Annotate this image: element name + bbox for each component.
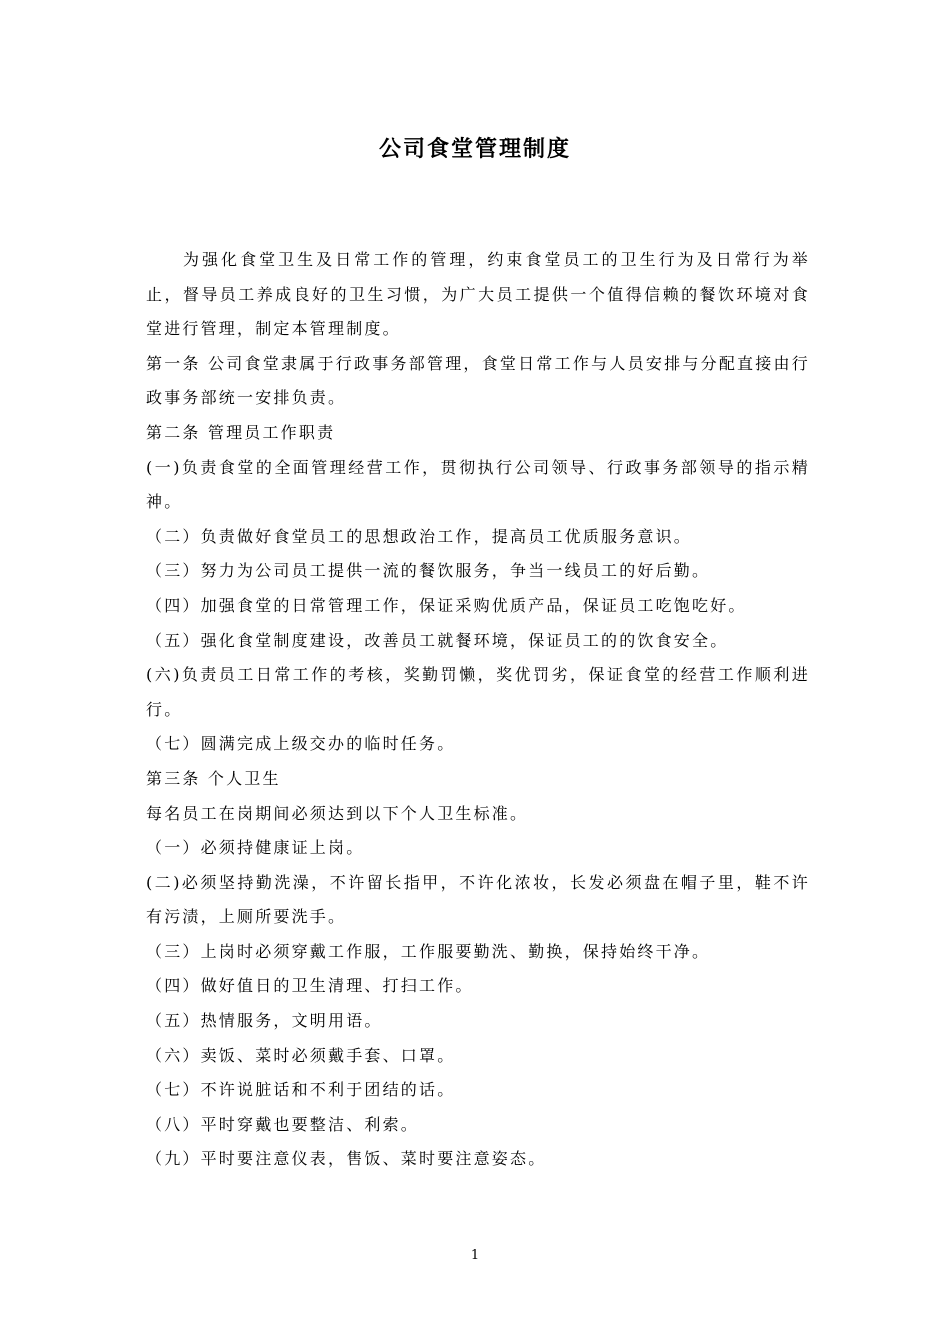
article-2-item-6: (六)负责员工日常工作的考核，奖勤罚懒，奖优罚劣，保证食堂的经营工作顺利进行。 [146, 665, 810, 719]
article-3-item-3: （三）上岗时必须穿戴工作服，工作服要勤洗、勤换，保持始终干净。 [146, 941, 711, 961]
article-3-item-1: （一）必须持健康证上岗。 [146, 838, 365, 858]
article-2-heading: 第二条 管理员工作职责 [146, 422, 336, 442]
article-3-intro: 每名员工在岗期间必须达到以下个人卫生标准。 [146, 803, 529, 823]
article-2-item-7: （七）圆满完成上级交办的临时任务。 [146, 734, 456, 754]
article-3-item-2: (二)必须坚持勤洗澡，不许留长指甲，不许化浓妆，长发必须盘在帽子里，鞋不许有污渍，上厕所要洗手。 [146, 872, 810, 927]
article-3-item-7: （七）不许说脏话和不利于团结的话。 [146, 1080, 456, 1100]
article-2-item-1: (一)负责食堂的全面管理经营工作，贯彻执行公司领导、行政事务部领导的指示精神。 [146, 457, 810, 512]
page-number: 1 [470, 1248, 480, 1263]
document-title: 公司食堂管理制度 [378, 136, 571, 162]
article-3-item-8: （八）平时穿戴也要整洁、利索。 [146, 1114, 420, 1134]
article-2-item-5: （五）强化食堂制度建设，改善员工就餐环境，保证员工的的饮食安全。 [146, 630, 729, 650]
article-2-item-3: （三）努力为公司员工提供一流的餐饮服务，争当一线员工的好后勤。 [146, 561, 711, 581]
article-3-item-9: （九）平时要注意仪表，售饭、菜时要注意姿态。 [146, 1149, 547, 1169]
article-3-heading: 第三条 个人卫生 [146, 768, 281, 788]
article-3-item-5: （五）热情服务，文明用语。 [146, 1011, 383, 1031]
article-3-item-4: （四）做好值日的卫生清理、打扫工作。 [146, 976, 474, 996]
document-body [146, 243, 810, 1177]
article-3-item-6: （六）卖饭、菜时必须戴手套、口罩。 [146, 1045, 456, 1065]
intro-paragraph: 为强化食堂卫生及日常工作的管理，约束食堂员工的卫生行为及日常行为举止，督导员工养成良好的卫生习惯，为广大员工提供一个值得信赖的餐饮环境对食堂进行管理，制定本管理制度。 [146, 250, 810, 339]
article-1: 第一条 公司食堂隶属于行政事务部管理，食堂日常工作与人员安排与分配直接由行政事务部统一安排负责。 [146, 353, 810, 408]
article-2-item-4: （四）加强食堂的日常管理工作，保证采购优质产品，保证员工吃饱吃好。 [146, 595, 747, 615]
article-2-item-2: （二）负责做好食堂员工的思想政治工作，提高员工优质服务意识。 [146, 526, 693, 546]
